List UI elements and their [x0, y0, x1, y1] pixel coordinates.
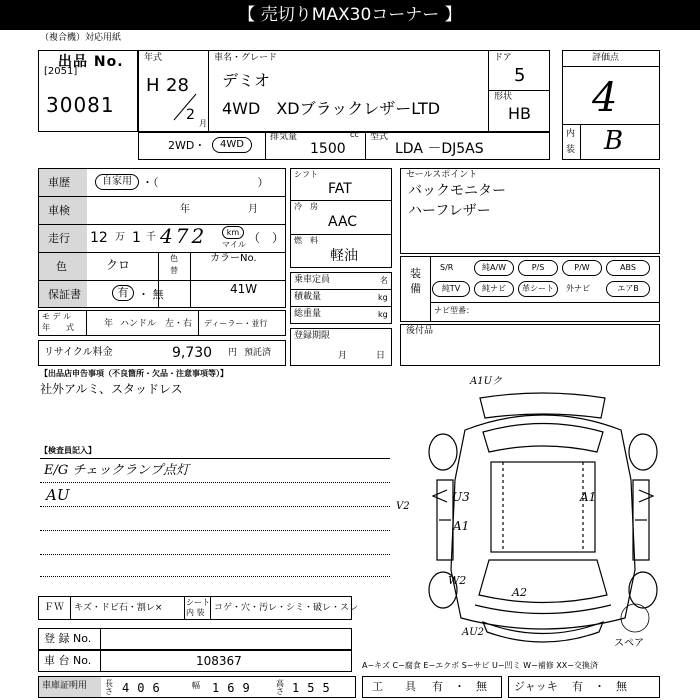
capacity-unit: 名: [380, 276, 388, 285]
interior-label-1: 内: [566, 129, 576, 139]
damage-bottom: AU2: [462, 627, 485, 638]
height-label: 高さ: [276, 679, 284, 696]
door-label: ドア: [494, 53, 512, 63]
damage-a1-left: A1: [453, 519, 470, 533]
model-year-label-2: 年 式: [42, 323, 74, 332]
navi-model-label: ナビ型番：: [434, 306, 474, 315]
car-diagram: [395, 370, 695, 660]
fuel-label: 燃 料: [294, 236, 318, 245]
shape-label: 形状: [494, 92, 513, 102]
history-selected: 自家用: [95, 174, 139, 190]
chassis-label: 車 台 No.: [44, 654, 92, 667]
load-label: 積載量: [294, 292, 322, 302]
spare-label: スペア: [614, 638, 644, 649]
displacement-label: 排気量: [270, 132, 298, 142]
model-month: 2: [186, 107, 195, 123]
equip-sr: S/R: [440, 263, 454, 272]
height-value: 155: [292, 681, 338, 695]
equip-abs: ABS: [606, 260, 650, 276]
width-label: 幅: [192, 681, 200, 690]
recycle-amount: 9,730: [172, 345, 213, 361]
inspector-note-1: E/G チェックランプ点灯: [44, 463, 189, 478]
sales-point-line2: ハーフレザー: [408, 203, 491, 219]
registration-label: 登録期限: [294, 331, 331, 341]
jack-label: ジャッキ: [514, 680, 558, 693]
model-year-unit: 年: [104, 319, 114, 329]
chassis-number: 108367: [196, 654, 242, 668]
shift-label: シフト: [294, 170, 318, 179]
seat-label-1: シート: [186, 598, 210, 607]
score-label: 評価点: [592, 53, 620, 63]
score: 4: [592, 75, 618, 121]
inspection-year: 年: [180, 204, 190, 215]
exhibitor-notes-label: 【出品店申告事項（不良箇所・欠品・注意事項等）】: [40, 369, 228, 378]
year-slash: [170, 92, 200, 122]
unit-mile: マイル: [222, 240, 246, 249]
form-type-label: （複合機）対応用紙: [40, 33, 122, 43]
name-label: 車名・グレード: [214, 53, 278, 63]
mileage-label: 走行: [48, 232, 70, 245]
history-label: 車歴: [48, 176, 70, 189]
month-unit: 月: [199, 119, 207, 128]
fw-label: ＦＷ: [44, 602, 64, 613]
load-unit: kg: [378, 293, 388, 302]
drive-options: 2WD・: [168, 139, 206, 152]
dimensions-label: 車庫証明用: [42, 681, 88, 691]
dealer-options: ディーラー・並行: [204, 319, 268, 328]
handle-options: ハンドル 左・右: [120, 319, 193, 329]
equip-leather-seat: 革シート: [518, 281, 558, 297]
exhibitor-notes-value: 社外アルミ、スタッドレス: [40, 382, 183, 396]
history-rest: ・（ ）: [142, 176, 269, 189]
color-change-2: 替: [170, 266, 178, 275]
weight-label: 総重量: [294, 309, 322, 319]
width-value: 169: [212, 681, 258, 695]
equip-power-steering: P/S: [518, 260, 558, 276]
interior-grade: B: [604, 126, 624, 156]
recycle-unit: 円: [228, 348, 238, 358]
warranty-selected: 有: [112, 285, 134, 301]
tools-value: 有 ・ 無: [432, 680, 487, 693]
mileage-v1: 12: [90, 230, 108, 246]
recycle-note: 預託済: [244, 348, 272, 358]
cooling-label: 冷 房: [294, 202, 318, 211]
fuel-value: 軽油: [330, 248, 358, 264]
type-label: 型式: [370, 132, 389, 142]
warranty-label: 保証書: [48, 288, 81, 301]
inspection-label: 車検: [48, 204, 70, 217]
registration-day: 日: [376, 351, 386, 361]
damage-top: A1Uク: [470, 376, 503, 387]
recycle-label: リサイクル料金: [44, 347, 113, 358]
damage-w2: W2: [448, 574, 467, 587]
color-value: クロ: [106, 258, 131, 272]
equip-tv: 純TV: [432, 281, 470, 297]
length-label: 長さ: [105, 679, 113, 696]
mileage-u2: 千: [146, 232, 156, 243]
damage-left: V2: [396, 501, 410, 512]
doors: 5: [514, 65, 526, 86]
lot-small-code: [2051]: [44, 66, 78, 77]
cooling-value: AAC: [328, 214, 358, 230]
era: H: [146, 75, 160, 96]
lot-label: 出品 No.: [58, 54, 124, 70]
reg-no-label: 登 録 No.: [44, 632, 92, 645]
retrofit-label: 後付品: [406, 326, 434, 336]
model-year-label-1: モ デ ル: [42, 312, 72, 321]
sales-point-label: セールスポイント: [406, 170, 478, 180]
damage-u3: U3: [452, 490, 470, 504]
equip-alloy-wheels: 純A/W: [474, 260, 514, 276]
equipment-label-2: 備: [410, 282, 421, 295]
unit-km: km: [222, 226, 244, 239]
fw-items: キズ・ドビ石・割レ×: [74, 603, 163, 613]
mileage-v2: 1: [132, 230, 141, 246]
equip-power-windows: P/W: [562, 260, 602, 276]
mileage-u1: 万: [115, 232, 125, 243]
seat-label-2: 内 装: [186, 608, 205, 617]
displacement: 1500: [310, 141, 346, 157]
cc-unit: cc: [350, 130, 359, 139]
registration-month: 月: [338, 351, 348, 361]
drive-selected: 4WD: [212, 137, 252, 153]
color-code-label: カラーNo.: [210, 253, 257, 264]
model-code: LDA －DJ5AS: [395, 141, 484, 157]
shape: HB: [508, 104, 532, 123]
car-grade: 4WD XDブラックレザーLTD: [222, 99, 441, 118]
weight-unit: kg: [378, 310, 388, 319]
interior-items: コゲ・穴・汚レ・シミ・破レ・スレ: [214, 603, 359, 613]
damage-legend: A−キズ C−腐食 E−エクボ S−サビ U−凹ミ W−補修 XX−交換済: [362, 661, 598, 670]
length-value: 406: [122, 681, 168, 695]
color-change-1: 色: [170, 254, 178, 263]
model-year: 28: [166, 75, 189, 96]
jack-value: 有 ・ 無: [572, 680, 627, 693]
capacity-label: 乗車定員: [294, 275, 331, 285]
lot-number: 30081: [46, 93, 115, 117]
color-label: 色: [56, 260, 67, 273]
year-label: 年式: [144, 53, 163, 63]
retrofit-box: [400, 324, 660, 366]
inspection-month: 月: [248, 204, 258, 215]
banner: 【 売切りMAX30コーナー 】: [0, 0, 700, 30]
equip-ext-navi: 外ナビ: [566, 284, 590, 293]
sales-point-line1: バックモニター: [408, 183, 506, 199]
shift-value: FAT: [328, 181, 352, 197]
damage-a2: A2: [512, 586, 527, 599]
equip-navi: 純ナビ: [474, 281, 514, 297]
inspector-notes-label: 【検査員記入】: [40, 446, 96, 455]
tools-label: 工 具: [372, 680, 416, 693]
color-code: 41W: [230, 282, 258, 296]
inspector-note-2: AU: [46, 486, 70, 504]
interior-label-2: 装: [566, 145, 576, 155]
car-model: デミオ: [222, 71, 271, 90]
warranty-rest: ・ 無: [138, 288, 164, 301]
equip-airbag: エアB: [606, 281, 650, 297]
equipment-label-1: 装: [410, 267, 421, 280]
mileage-handwritten: 472: [160, 224, 208, 248]
damage-a1-right: A1: [580, 490, 597, 504]
